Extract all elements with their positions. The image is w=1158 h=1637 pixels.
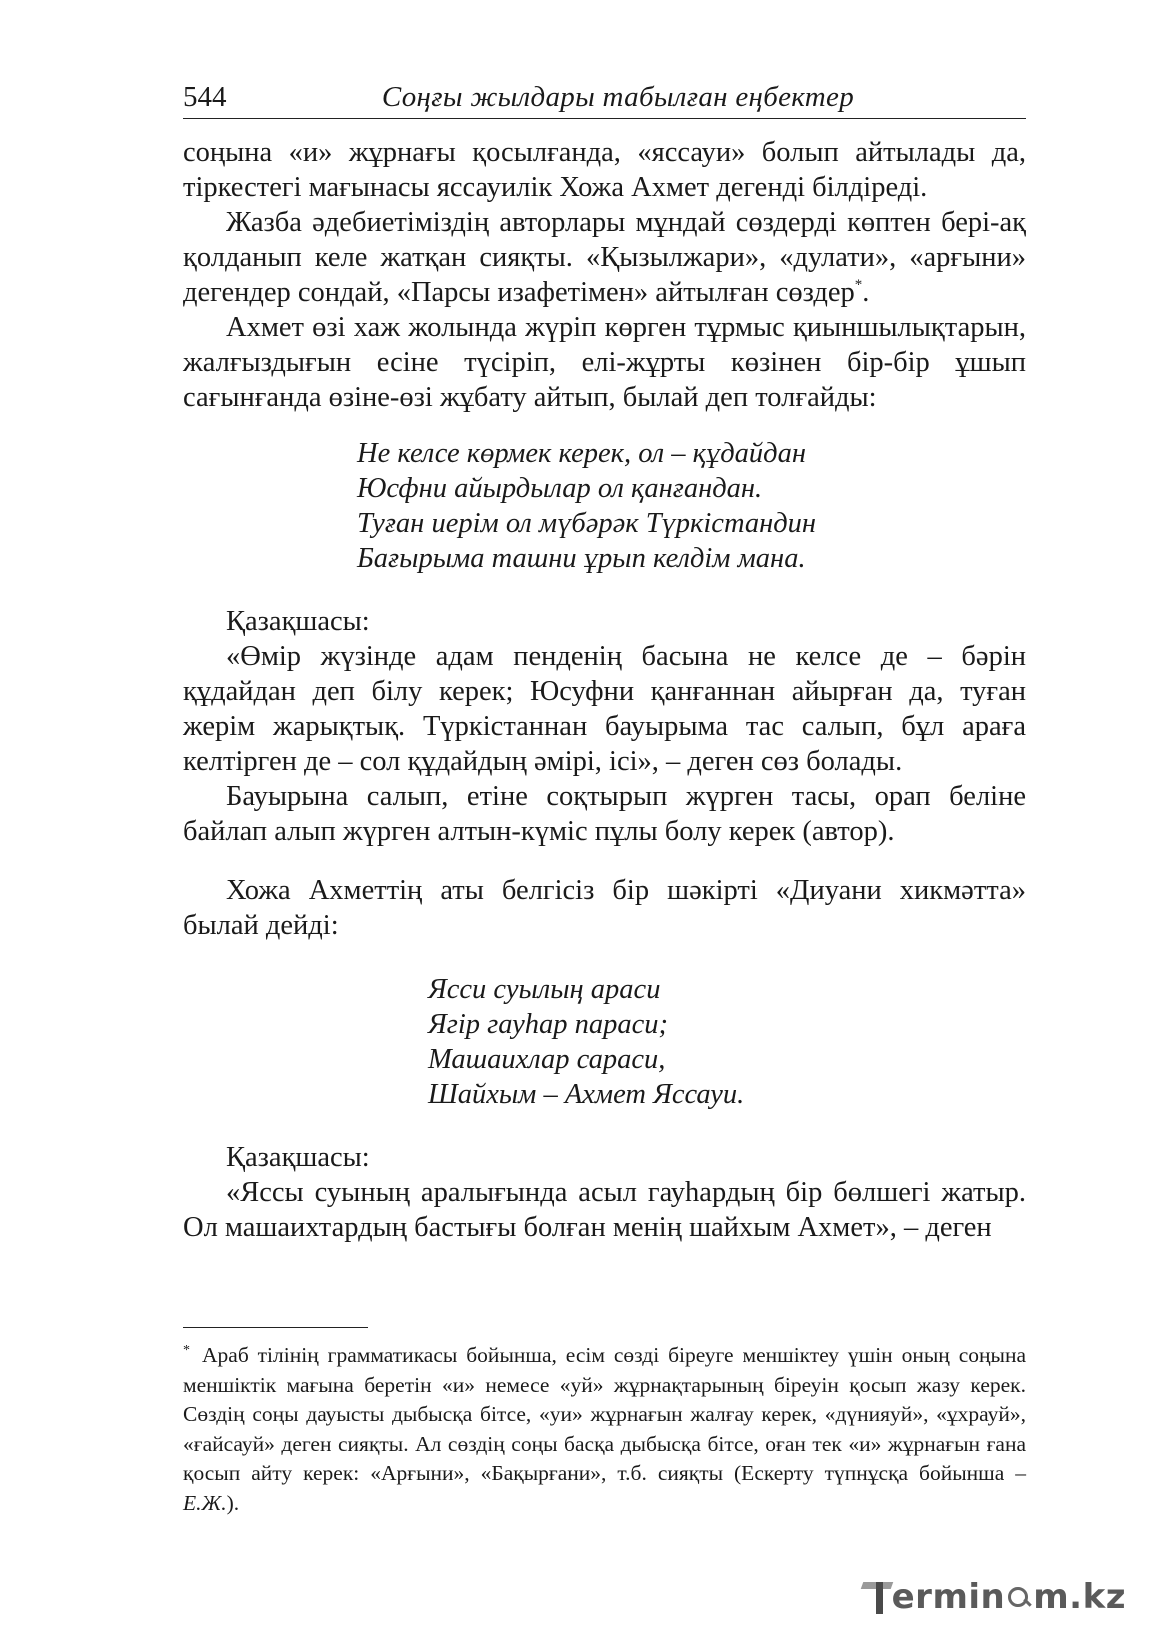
- paragraph-text: Жазба әдебиетіміздің авторлары мұндай сөздерді көптен бері-ақ қолданып келе жатқан сияқты. «Қызылжари», «дулати», «арғыни» дегендер сондай, «Парсы изафетімен» айтылған сөздер: [183, 207, 1026, 308]
- verse-line: Шайхым – Ахмет Яссауи.: [428, 1079, 745, 1110]
- verse-line: Бағырыма ташни ұрып келдім мана.: [357, 543, 806, 574]
- footnote-end: ).: [226, 1490, 240, 1515]
- paragraph-written-literature: [183, 205, 1026, 310]
- translation-paragraph: «Яссы суының аралығында асыл гауһардың бір бөлшегі жатыр. Ол машаихтардың бастығы болған менің шайхым Ахмет», – деген: [183, 1177, 1026, 1243]
- text-block-3: [183, 873, 1026, 943]
- footnote-text: Араб тілінің грамматикасы бойынша, есім сөзді біреуге меншіктеу үшін оның соңына меншіктік мағына беретін «и» немесе «уй» жұрнақтарының біреуін қосып жазу керек. Сөздің соңы дауысты дыбысқа бітсе, «уи» жұрнағын жалғау керек, «дүнияуй», «ұхрауй», «ғайсауй» деген сияқты. Ал сөздің соңы басқа дыбысқа бітсе, оған тек «и» жұрнағын ғана қосып айту керек: «Арғыни», «Бақырғани», т.б. сияқты (Ескерту түпнұсқа бойынша –: [183, 1343, 1026, 1485]
- translation-label: Қазақшасы:: [226, 606, 370, 637]
- paragraph-continuation: соңына «и» жұрнағы қосылғанда, «яссауи» болып айтылады да, тіркестегі мағынасы яссауилік Хожа Ахмет дегенді білдіреді.: [183, 137, 1026, 203]
- verse-line: Не келсе көрмек керек, ол – құдайдан: [357, 438, 806, 469]
- watermark-text-1: ermin: [891, 1577, 1006, 1617]
- footnote-mark: *: [183, 1343, 190, 1358]
- footnote-separator: [183, 1327, 368, 1328]
- paragraph-stone-note: Бауырына салып, етіне соқтырып жүрген тасы, орап беліне байлап алып жүрген алтын-күміс пұлы болу керек (автор).: [183, 781, 1026, 847]
- text-block-2: [183, 604, 1026, 849]
- verse-line: Туған иерім ол мүбәрәк Түркістандин: [357, 508, 817, 539]
- verse-line: Ягір гауһар параси;: [428, 1009, 669, 1040]
- page-number: 544: [183, 81, 227, 113]
- running-title: Соңғы жылдары табылған еңбектер: [381, 81, 854, 113]
- watermark-logo[interactable]: [866, 1577, 1126, 1617]
- text-block-4: [183, 1140, 1026, 1245]
- footnote-reference[interactable]: *: [854, 277, 863, 293]
- verse-line: Машаихлар сараси,: [428, 1044, 666, 1075]
- verse-block-1: [357, 436, 816, 576]
- paragraph-ahmet-hajj: Ахмет өзі хаж жолында жүріп көрген тұрмыс қиыншылықтарын, жалғыздығын есіне түсіріп, елі-жұрты көзінен бір-бір ұшып сағынғанда өзіне-өзі жұбату айтып, былай деп толғайды:: [183, 312, 1026, 413]
- verse-block-2: [428, 972, 744, 1112]
- text-block-1: [183, 135, 1026, 415]
- footnote-initials: Е.Ж.: [183, 1490, 227, 1515]
- translation-label: Қазақшасы:: [226, 1142, 370, 1173]
- magnifier-icon: [1006, 1584, 1032, 1610]
- translation-paragraph: «Өмір жүзінде адам пенденің басына не келсе де – бәрін құдайдан деп білу керек; Юсуфни қанғаннан айырған да, туған жерім жарықтық. Түркістаннан бауырыма тас салып, бұл араға келтірген де – сол құдайдың әмірі, ісі», – деген сөз болады.: [183, 641, 1026, 777]
- verse-line: Юсфни айырдылар ол қанғандан.: [357, 473, 763, 504]
- paragraph-disciple: Хожа Ахметтің аты белгісіз бір шәкірті «Диуани хикмәтта» былай дейді:: [183, 875, 1026, 941]
- verse-line: Ясси суылың араси: [428, 974, 661, 1005]
- paragraph-tail: .: [862, 277, 870, 308]
- t-logo-icon: [866, 1578, 890, 1616]
- page-header: [183, 78, 1026, 119]
- footnote: [183, 1336, 1026, 1518]
- watermark-text-2: m.kz: [1033, 1577, 1126, 1617]
